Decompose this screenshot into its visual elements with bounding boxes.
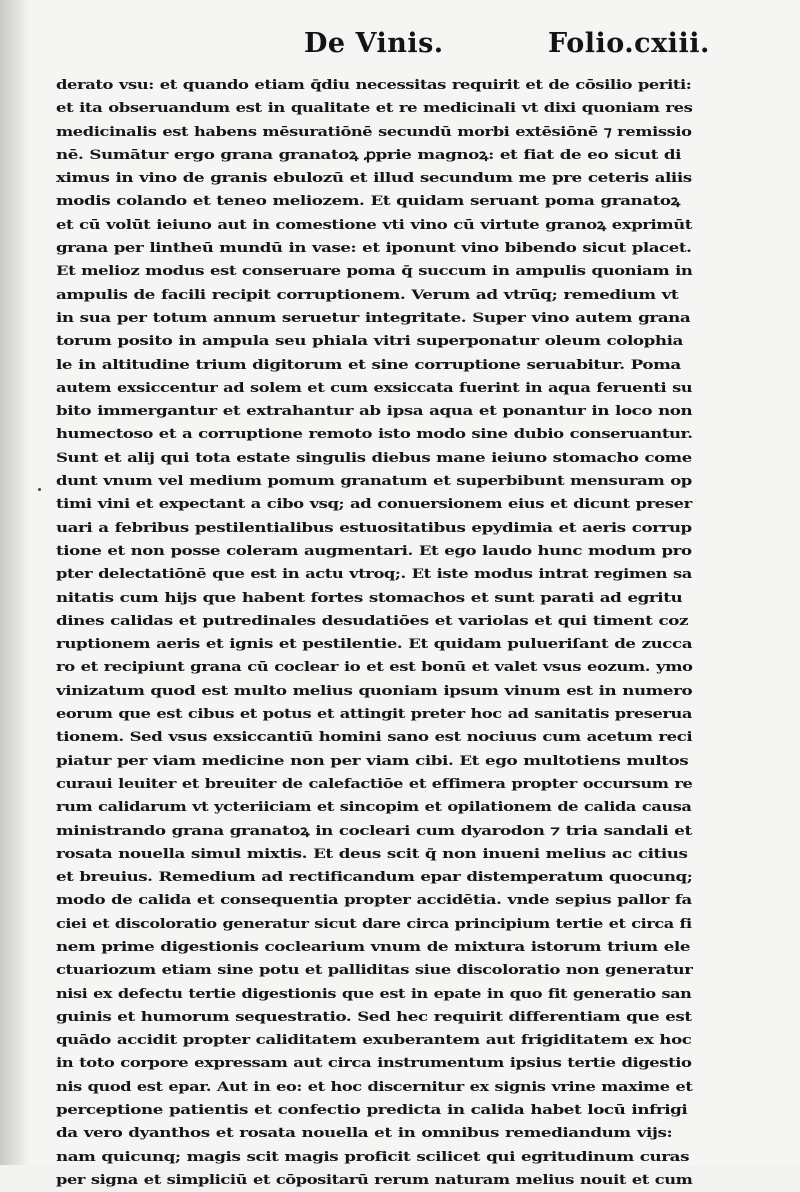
text-line: curaui leuiter et breuiter de calefactiōe et effimera propter occursum re bbox=[56, 775, 693, 792]
text-line: rosata nouella simul mixtis. Et deus scit q̄ non inueni melius ac citius bbox=[56, 845, 688, 862]
text-line: nisi ex defectu tertie digestionis que est in epate in quo fit generatio san bbox=[56, 985, 692, 1002]
text-line: in sua per totum annum seruetur integritate. Super vino autem grana bbox=[56, 309, 691, 326]
running-head bbox=[0, 28, 800, 72]
text-line: derato vsu: et quando etiam q̄diu necessitas requirit et de cōsilio periti: bbox=[56, 77, 692, 93]
text-line: Sunt et alij qui tota estate singulis diebus mane ieiuno stomacho come bbox=[56, 449, 692, 466]
text-line: in toto corpore expressam aut circa instrumentum ipsius tertie digestio bbox=[56, 1055, 692, 1072]
body-text-block bbox=[56, 74, 692, 1192]
text-line: perceptione patientis et confectio predicta in calida habet locū infrigi bbox=[56, 1102, 688, 1119]
text-line: et ita obseruandum est in qualitate et re medicinali vt dixi quoniam res bbox=[56, 100, 693, 117]
text-line: bito immergantur et extrahantur ab ipsa aqua et ponantur in loco non bbox=[56, 403, 693, 420]
folio-number: Folio.cxiii. bbox=[548, 28, 710, 59]
text-line: ro et recipiunt grana cū coclear io et est bonū et valet vsus eozum. ymo bbox=[56, 659, 693, 676]
text-line: uari a febribus pestilentialibus estuositatibus epydimia et aeris corrup bbox=[56, 519, 692, 536]
text-line: ruptionem aeris et ignis et pestilentie. Et quidam pulueriſant de zucca bbox=[56, 636, 693, 653]
text-line: autem exsiccentur ad solem et cum exsiccata fuerint in aqua feruenti su bbox=[56, 379, 693, 396]
ink-speck bbox=[38, 488, 41, 491]
text-line: medicinalis est habens mēsuratiōnē secundū morbi extēsiōnē ⁊ remissio bbox=[56, 123, 692, 140]
text-line: ampulis de facili recipit corruptionem. Verum ad vtrūq; remedium vt bbox=[56, 286, 679, 303]
text-line: ctuariozum etiam sine potu et palliditas siue discoloratio non generatur bbox=[56, 962, 693, 979]
text-line: nitatis cum hijs que habent fortes stomachos et sunt parati ad egritu bbox=[56, 589, 683, 606]
text-line: ximus in vino de granis ebulozū et illud secundum me pre ceteris aliis bbox=[56, 170, 692, 187]
text-line: nem prime digestionis coclearium vnum de mixtura istorum trium ele bbox=[56, 938, 691, 955]
text-line: modis colando et teneo meliozem. Et quidam seruant poma granatoꝝ bbox=[56, 193, 680, 210]
text-line: le in altitudine trium digitorum et sine corruptione seruabitur. Poma bbox=[56, 356, 681, 373]
text-line: dunt vnum vel medium pomum granatum et superbibunt mensuram op bbox=[56, 473, 692, 490]
text-line: vinizatum quod est multo melius quoniam ipsum vinum est in numero bbox=[56, 682, 693, 699]
text-line: dines calidas et putredinales desudatiōes et variolas et qui timent coz bbox=[56, 612, 689, 629]
text-line: tionem. Sed vsus exsiccantiū homini sano est nociuus cum acetum reci bbox=[56, 729, 693, 746]
text-line: ministrando grana granatoꝝ in cocleari cum dyarodon ⁊ tria sandali et bbox=[56, 822, 692, 839]
text-line: da vero dyanthos et rosata nouella et in omnibus remediandum vijs: bbox=[56, 1125, 673, 1142]
text-line: eorum que est cibus et potus et attingit preter hoc ad sanitatis preserua bbox=[56, 706, 692, 723]
text-line: ciei et discoloratio generatur sicut dare circa principium tertie et circa fi bbox=[56, 915, 692, 932]
text-line: nē. Sumātur ergo grana granatoꝝ ꝓprie magnoꝝ: et fiat de eo sicut di bbox=[56, 146, 682, 163]
text-line: per signa et simpliciū et cōpositarū rerum naturam melius nouit et cum bbox=[56, 1171, 693, 1188]
text-line: nam quicunq; magis scit magis proficit scilicet qui egritudinum curas bbox=[56, 1148, 690, 1165]
text-line: timi vini et expectant a cibo vsq; ad conuersionem eius et dicunt preser bbox=[56, 496, 692, 513]
text-line: tione et non posse coleram augmentari. Et ego laudo hunc modum pro bbox=[56, 542, 692, 559]
text-line: modo de calida et consequentia propter accidētia. vnde sepius pallor fa bbox=[56, 892, 692, 909]
text-line: quādo accidit propter caliditatem exuberantem aut frigiditatem ex hoc bbox=[56, 1032, 692, 1049]
text-line: torum posito in ampula seu phiala vitri superponatur oleum colophia bbox=[56, 333, 683, 350]
text-line: humectoso et a corruptione remoto isto modo sine dubio conseruantur. bbox=[56, 426, 693, 443]
text-line: Et melioz modus est conseruare poma q̄ succum in ampulis quoniam in bbox=[56, 263, 693, 280]
text-line: et cū volūt ieiuno aut in comestione vti vino cū virtute granoꝝ exprimūt bbox=[56, 216, 692, 233]
text-line: guinis et humorum sequestratio. Sed hec requirit differentiam que est bbox=[56, 1008, 692, 1025]
text-line: rum calidarum vt ycteriiciam et sincopim et opilationem de calida causa bbox=[56, 799, 692, 816]
text-line: et breuius. Remedium ad rectificandum epar distemperatum quocunq; bbox=[56, 869, 693, 886]
running-head-title: De Vinis. bbox=[304, 28, 444, 59]
text-line: grana per lintheū mundū in vase: et iponunt vino bibendo sicut placet. bbox=[56, 240, 692, 257]
page-gutter-shadow bbox=[0, 0, 30, 1165]
text-line: pter delectatiōnē que est in actu vtroq;. Et iste modus intrat regimen sa bbox=[56, 566, 692, 583]
text-line: piatur per viam medicine non per viam cibi. Et ego multotiens multos bbox=[56, 752, 689, 769]
text-line: nis quod est epar. Aut in eo: et hoc discernitur ex signis vrine maxime et bbox=[56, 1078, 693, 1095]
